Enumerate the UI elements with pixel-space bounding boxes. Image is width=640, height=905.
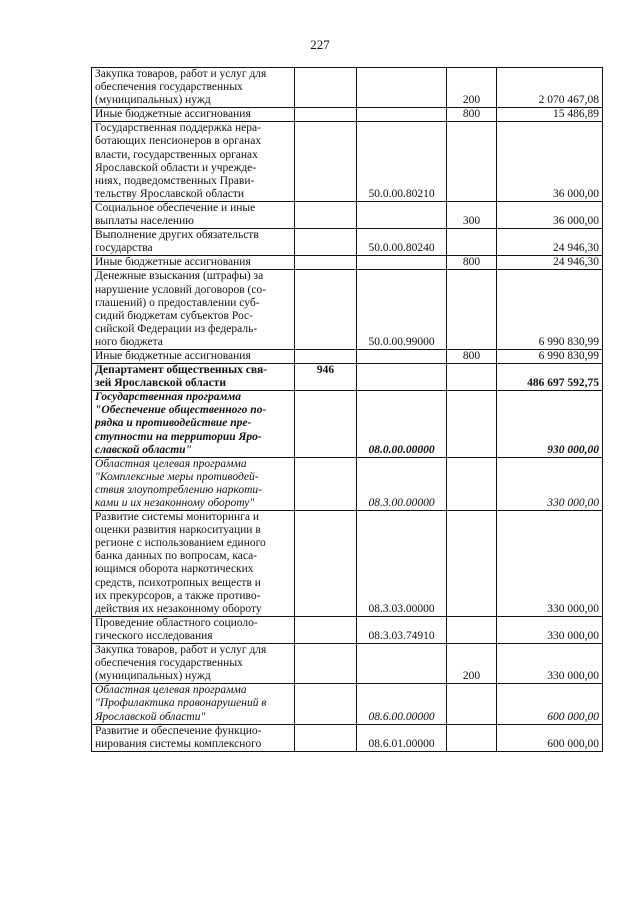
row-amount-cell: 2 070 467,08 [497, 68, 603, 108]
row-grbs-cell [295, 457, 357, 510]
row-amount-cell: 486 697 592,75 [497, 364, 603, 391]
table-row [92, 122, 603, 202]
row-vr-cell [447, 616, 497, 643]
row-vr-cell [447, 457, 497, 510]
row-amount-cell: 600 000,00 [497, 724, 603, 751]
table-row [92, 349, 603, 363]
row-code-cell [357, 256, 447, 270]
row-amount-cell: 36 000,00 [497, 122, 603, 202]
table-row [92, 68, 603, 108]
row-amount-cell: 330 000,00 [497, 457, 603, 510]
row-name-cell: Государственная программа "Обеспечение общественного по- рядка и противодействие пре- ступности на территории Яро- славской области" [92, 391, 295, 457]
row-grbs-cell [295, 511, 357, 617]
table-row [92, 270, 603, 350]
table-row [92, 684, 603, 724]
row-vr-cell: 300 [447, 201, 497, 228]
row-name-cell: Иные бюджетные ассигнования [92, 256, 295, 270]
row-name-cell: Выполнение других обязательств государства [92, 229, 295, 256]
row-vr-cell [447, 391, 497, 457]
row-vr-cell [447, 724, 497, 751]
row-grbs-cell [295, 122, 357, 202]
row-vr-cell [447, 684, 497, 724]
table-row [92, 364, 603, 391]
row-grbs-cell [295, 201, 357, 228]
row-code-cell [357, 644, 447, 684]
table-row [92, 724, 603, 751]
table-row [92, 201, 603, 228]
row-name-cell: Областная целевая программа "Комплексные меры противодей- ствия злоупотреблению наркоти- ками и их незаконному обороту" [92, 457, 295, 510]
row-name-cell: Иные бюджетные ассигнования [92, 349, 295, 363]
row-amount-cell: 6 990 830,99 [497, 349, 603, 363]
row-grbs-cell [295, 644, 357, 684]
row-code-cell [357, 349, 447, 363]
row-amount-cell: 15 486,89 [497, 108, 603, 122]
row-grbs-cell [295, 391, 357, 457]
table-row [92, 644, 603, 684]
row-grbs-cell: 946 [295, 364, 357, 391]
row-amount-cell: 36 000,00 [497, 201, 603, 228]
row-code-cell [357, 108, 447, 122]
row-vr-cell [447, 364, 497, 391]
row-code-cell: 50.0.00.99000 [357, 270, 447, 350]
row-grbs-cell [295, 616, 357, 643]
row-grbs-cell [295, 724, 357, 751]
page-number: 227 [310, 37, 330, 52]
row-vr-cell [447, 229, 497, 256]
row-code-cell [357, 364, 447, 391]
row-name-cell: Закупка товаров, работ и услуг для обеспечения государственных (муниципальных) нужд [92, 68, 295, 108]
row-code-cell [357, 68, 447, 108]
row-name-cell: Социальное обеспечение и иные выплаты населению [92, 201, 295, 228]
row-amount-cell: 600 000,00 [497, 684, 603, 724]
row-vr-cell: 800 [447, 108, 497, 122]
row-amount-cell: 330 000,00 [497, 511, 603, 617]
row-amount-cell: 330 000,00 [497, 644, 603, 684]
row-name-cell: Развитие системы мониторинга и оценки развития наркоситуации в регионе с использованием единого банка данных по вопросам, каса- ющимся оборота наркотических средств, психотропных веществ и их прекурсоров, а также противо- действия их незаконному обороту [92, 511, 295, 617]
row-vr-cell: 800 [447, 256, 497, 270]
row-name-cell: Департамент общественных свя- зей Ярославской области [92, 364, 295, 391]
row-code-cell: 50.0.00.80240 [357, 229, 447, 256]
row-grbs-cell [295, 270, 357, 350]
row-name-cell: Государственная поддержка нера- ботающих пенсионеров в органах власти, государственных органах Ярославской области и учрежде- ниях, подведомственных Прави- тельству Ярославской области [92, 122, 295, 202]
row-amount-cell: 24 946,30 [497, 256, 603, 270]
row-code-cell [357, 201, 447, 228]
row-name-cell: Иные бюджетные ассигнования [92, 108, 295, 122]
row-amount-cell: 24 946,30 [497, 229, 603, 256]
row-name-cell: Развитие и обеспечение функцио- нирования системы комплексного [92, 724, 295, 751]
table-row [92, 457, 603, 510]
row-code-cell: 08.3.00.00000 [357, 457, 447, 510]
row-code-cell: 50.0.00.80210 [357, 122, 447, 202]
row-vr-cell [447, 270, 497, 350]
budget-table-body [92, 68, 603, 752]
row-code-cell: 08.3.03.74910 [357, 616, 447, 643]
table-row [92, 229, 603, 256]
table-row [92, 616, 603, 643]
row-grbs-cell [295, 349, 357, 363]
table-row [92, 391, 603, 457]
table-row [92, 108, 603, 122]
row-name-cell: Областная целевая программа "Профилактика правонарушений в Ярославской области" [92, 684, 295, 724]
table-row [92, 256, 603, 270]
row-code-cell: 08.6.00.00000 [357, 684, 447, 724]
row-grbs-cell [295, 68, 357, 108]
row-grbs-cell [295, 229, 357, 256]
row-name-cell: Закупка товаров, работ и услуг для обеспечения государственных (муниципальных) нужд [92, 644, 295, 684]
row-vr-cell [447, 122, 497, 202]
row-vr-cell: 200 [447, 644, 497, 684]
row-amount-cell: 930 000,00 [497, 391, 603, 457]
row-grbs-cell [295, 256, 357, 270]
row-code-cell: 08.6.01.00000 [357, 724, 447, 751]
budget-table [91, 67, 603, 752]
row-name-cell: Денежные взыскания (штрафы) за нарушение условий договоров (со- глашений) о предоставлении суб- сидий бюджетам субъектов Рос- сийской Федерации из федераль- ного бюджета [92, 270, 295, 350]
row-code-cell: 08.3.03.00000 [357, 511, 447, 617]
row-name-cell: Проведение областного социоло- гического исследования [92, 616, 295, 643]
row-grbs-cell [295, 108, 357, 122]
table-row [92, 511, 603, 617]
row-vr-cell: 800 [447, 349, 497, 363]
row-vr-cell [447, 511, 497, 617]
row-vr-cell: 200 [447, 68, 497, 108]
row-code-cell: 08.0.00.00000 [357, 391, 447, 457]
row-amount-cell: 330 000,00 [497, 616, 603, 643]
row-grbs-cell [295, 684, 357, 724]
row-amount-cell: 6 990 830,99 [497, 270, 603, 350]
